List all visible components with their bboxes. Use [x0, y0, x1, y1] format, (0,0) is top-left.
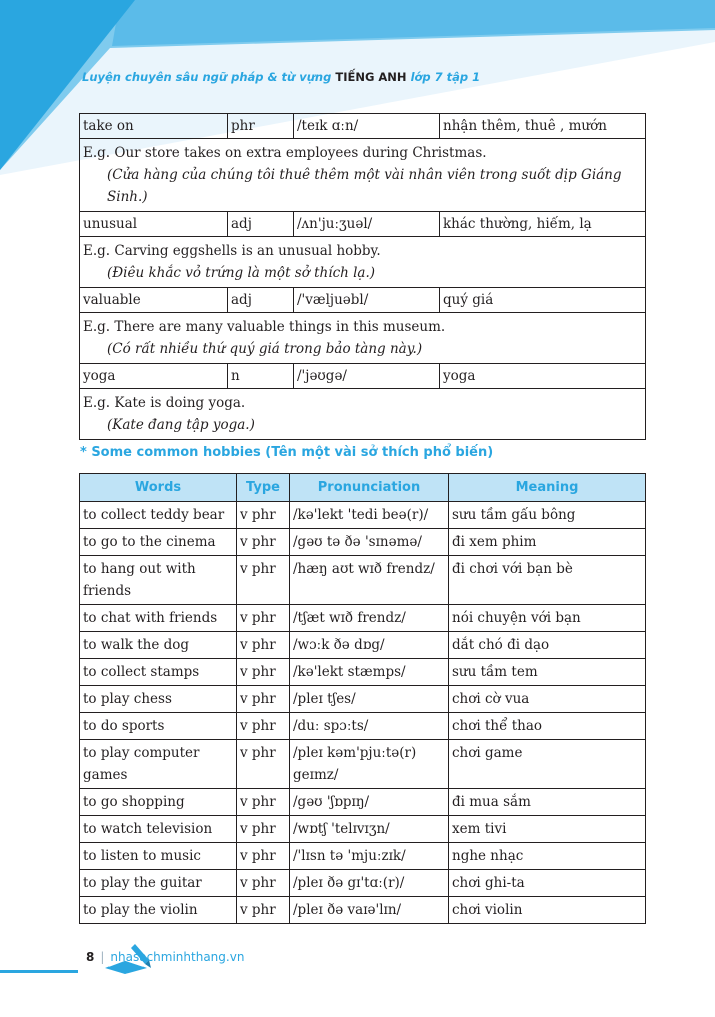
table-row: [80, 713, 646, 740]
footer: [86, 950, 244, 964]
hobby-meaning: dắt chó đi dạo: [449, 632, 646, 659]
hobby-type: v phr: [237, 632, 290, 659]
hobby-word: to play computer games: [80, 740, 237, 789]
vocab-meaning: khác thường, hiếm, lạ: [440, 212, 646, 237]
vocab-pronunciation: /'væljuəbl/: [294, 288, 440, 313]
hobbies-table: [79, 473, 646, 924]
header-subject: TIẾNG ANH: [335, 70, 407, 84]
vocab-word: yoga: [80, 364, 228, 389]
hobby-type: v phr: [237, 502, 290, 529]
hobby-word: to go to the cinema: [80, 529, 237, 556]
vocabulary-table: [79, 113, 646, 440]
hobby-pronunciation: /pleɪ ðə gɪ'tɑː(r)/: [290, 870, 449, 897]
hobby-type: v phr: [237, 686, 290, 713]
vocab-row: [80, 114, 646, 139]
example-cell: [80, 313, 646, 364]
hobby-meaning: chơi game: [449, 740, 646, 789]
table-row: [80, 605, 646, 632]
hobby-meaning: sưu tầm gấu bông: [449, 502, 646, 529]
hobby-meaning: sưu tầm tem: [449, 659, 646, 686]
table-row: [80, 659, 646, 686]
hobby-meaning: đi xem phim: [449, 529, 646, 556]
hobby-word: to do sports: [80, 713, 237, 740]
table-row: [80, 897, 646, 924]
hobby-word: to listen to music: [80, 843, 237, 870]
hobby-meaning: nghe nhạc: [449, 843, 646, 870]
hobby-pronunciation: /tʃæt wɪð frendz/: [290, 605, 449, 632]
hobby-meaning: chơi thể thao: [449, 713, 646, 740]
hobby-pronunciation: /wɒtʃ 'telɪvɪʒn/: [290, 816, 449, 843]
hobby-word: to walk the dog: [80, 632, 237, 659]
hobby-type: v phr: [237, 713, 290, 740]
table-row: [80, 502, 646, 529]
table-row: [80, 789, 646, 816]
vocab-word: valuable: [80, 288, 228, 313]
hobby-word: to play the guitar: [80, 870, 237, 897]
hobby-type: v phr: [237, 605, 290, 632]
example-sentence: E.g. There are many valuable things in this museum.: [83, 319, 446, 335]
website-link[interactable]: nhasachminhthang.vn: [110, 950, 245, 964]
hobby-type: v phr: [237, 740, 290, 789]
vocab-pronunciation: /'jəʊgə/: [294, 364, 440, 389]
hobby-meaning: đi mua sắm: [449, 789, 646, 816]
table-row: [80, 556, 646, 605]
example-translation: (Có rất nhiều thứ quý giá trong bảo tàng này.): [107, 341, 423, 357]
hobby-meaning: đi chơi với bạn bè: [449, 556, 646, 605]
table-row: [80, 816, 646, 843]
hobby-pronunciation: /pleɪ ðə vaɪə'lɪn/: [290, 897, 449, 924]
example-row: [80, 237, 646, 288]
table-row: [80, 632, 646, 659]
hobby-word: to hang out with friends: [80, 556, 237, 605]
column-header-pronunciation: Pronunciation: [290, 474, 449, 502]
hobby-word: to chat with friends: [80, 605, 237, 632]
hobby-type: v phr: [237, 659, 290, 686]
hobby-type: v phr: [237, 556, 290, 605]
hobby-type: v phr: [237, 816, 290, 843]
vocab-type: phr: [228, 114, 294, 139]
hobby-type: v phr: [237, 870, 290, 897]
hobby-pronunciation: /kə'lekt stæmps/: [290, 659, 449, 686]
vocab-word: take on: [80, 114, 228, 139]
header-suffix: lớp 7 tập 1: [410, 70, 481, 84]
example-sentence: E.g. Our store takes on extra employees during Christmas.: [83, 145, 487, 161]
example-cell: [80, 237, 646, 288]
example-translation: (Điêu khắc vỏ trứng là một sở thích lạ.): [107, 265, 376, 281]
example-sentence: E.g. Kate is doing yoga.: [83, 395, 246, 411]
hobby-pronunciation: /hæŋ aʊt wɪð frendz/: [290, 556, 449, 605]
hobby-pronunciation: /'lɪsn tə 'mjuːzɪk/: [290, 843, 449, 870]
table-header-row: [80, 474, 646, 502]
hobby-pronunciation: /duː spɔːts/: [290, 713, 449, 740]
vocab-meaning: quý giá: [440, 288, 646, 313]
vocab-meaning: yoga: [440, 364, 646, 389]
hobby-word: to play chess: [80, 686, 237, 713]
hobby-type: v phr: [237, 897, 290, 924]
example-row: [80, 389, 646, 440]
table-row: [80, 740, 646, 789]
vocab-meaning: nhận thêm, thuê , mướn: [440, 114, 646, 139]
vocab-row: [80, 364, 646, 389]
vocab-type: adj: [228, 212, 294, 237]
vocab-type: n: [228, 364, 294, 389]
hobby-meaning: nói chuyện với bạn: [449, 605, 646, 632]
hobby-pronunciation: /gəʊ 'ʃɒpɪŋ/: [290, 789, 449, 816]
table-row: [80, 686, 646, 713]
column-header-type: Type: [237, 474, 290, 502]
footer-separator: |: [100, 950, 105, 964]
table-row: [80, 843, 646, 870]
vocab-pronunciation: /ʌn'juːʒuəl/: [294, 212, 440, 237]
vocab-row: [80, 212, 646, 237]
hobby-pronunciation: /kə'lekt 'tedi beə(r)/: [290, 502, 449, 529]
vocab-word: unusual: [80, 212, 228, 237]
hobby-word: to collect teddy bear: [80, 502, 237, 529]
header-prefix: Luyện chuyên sâu ngữ pháp & từ vựng: [82, 70, 332, 84]
page-header: [82, 70, 480, 84]
hobby-type: v phr: [237, 529, 290, 556]
example-row: [80, 313, 646, 364]
hobby-word: to play the violin: [80, 897, 237, 924]
column-header-words: Words: [80, 474, 237, 502]
table-row: [80, 870, 646, 897]
example-cell: [80, 139, 646, 212]
hobby-type: v phr: [237, 789, 290, 816]
example-translation: (Kate đang tập yoga.): [107, 417, 255, 433]
hobby-pronunciation: /pleɪ kəm'pjuːtə(r) geɪmz/: [290, 740, 449, 789]
hobby-type: v phr: [237, 843, 290, 870]
hobby-word: to go shopping: [80, 789, 237, 816]
vocab-row: [80, 288, 646, 313]
hobby-meaning: chơi cờ vua: [449, 686, 646, 713]
hobby-meaning: chơi violin: [449, 897, 646, 924]
hobby-pronunciation: /wɔːk ðə dɒg/: [290, 632, 449, 659]
vocab-type: adj: [228, 288, 294, 313]
hobby-pronunciation: /pleɪ tʃes/: [290, 686, 449, 713]
example-sentence: E.g. Carving eggshells is an unusual hobby.: [83, 243, 381, 259]
hobby-word: to collect stamps: [80, 659, 237, 686]
hobby-pronunciation: /gəʊ tə ðə 'sɪnəmə/: [290, 529, 449, 556]
example-translation: (Cửa hàng của chúng tôi thuê thêm một vài nhân viên trong suốt dịp Giáng Sinh.): [107, 167, 622, 205]
vocab-pronunciation: /teɪk ɑːn/: [294, 114, 440, 139]
hobby-meaning: chơi ghi-ta: [449, 870, 646, 897]
footer-rule: [0, 970, 78, 973]
example-cell: [80, 389, 646, 440]
example-row: [80, 139, 646, 212]
hobby-meaning: xem tivi: [449, 816, 646, 843]
section-title: * Some common hobbies (Tên một vài sở thích phổ biến): [80, 445, 494, 460]
page-number: 8: [86, 950, 95, 964]
hobby-word: to watch television: [80, 816, 237, 843]
column-header-meaning: Meaning: [449, 474, 646, 502]
table-row: [80, 529, 646, 556]
